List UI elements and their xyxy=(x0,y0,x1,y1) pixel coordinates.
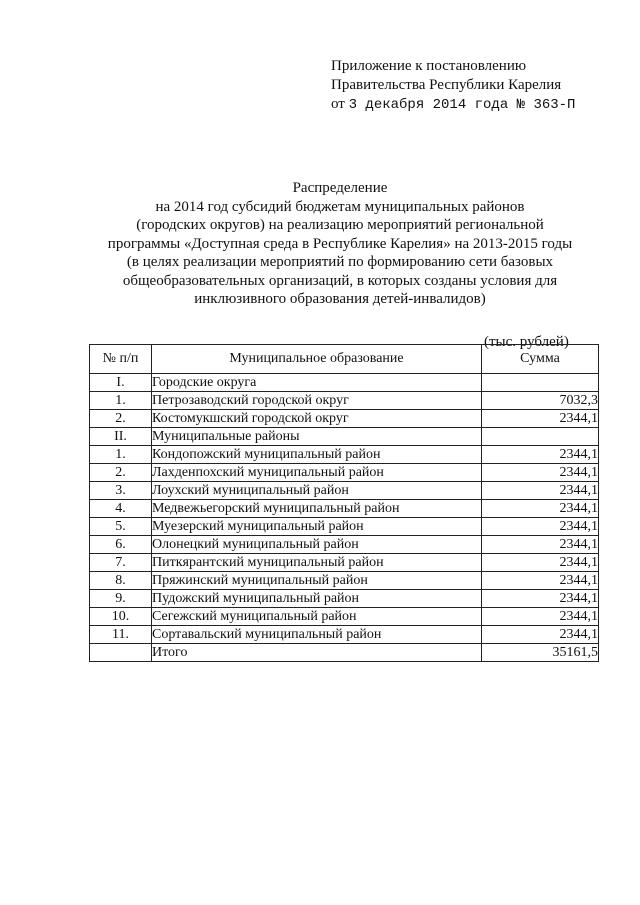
table-row xyxy=(90,410,599,428)
row-sum: 2344,1 xyxy=(482,446,599,464)
subsidy-table xyxy=(89,344,599,662)
row-number: 6. xyxy=(90,536,152,554)
row-municipality: Медвежьегорский муниципальный район xyxy=(152,500,482,518)
row-municipality: Сортавальский муниципальный район xyxy=(152,626,482,644)
row-sum: 2344,1 xyxy=(482,536,599,554)
total-label: Итого xyxy=(152,644,482,662)
row-number: 11. xyxy=(90,626,152,644)
header-date-number: 3 декабря 2014 года № 363-П xyxy=(348,97,576,113)
row-sum: 2344,1 xyxy=(482,590,599,608)
row-municipality: Городские округа xyxy=(152,374,482,392)
row-municipality: Олонецкий муниципальный район xyxy=(152,536,482,554)
table-row xyxy=(90,554,599,572)
column-header-sum: Сумма xyxy=(482,345,599,374)
approval-header xyxy=(331,57,575,115)
row-sum: 2344,1 xyxy=(482,464,599,482)
row-number: II. xyxy=(90,428,152,446)
row-municipality: Кондопожский муниципальный район xyxy=(152,446,482,464)
header-line-2: Правительства Республики Карелия xyxy=(331,77,562,93)
row-number: 10. xyxy=(90,608,152,626)
title-line: общеобразовательных организаций, в которых созданы условия для xyxy=(122,272,558,289)
column-header-municipality: Муниципальное образование xyxy=(152,345,482,374)
table-row xyxy=(90,626,599,644)
row-number: 7. xyxy=(90,554,152,572)
table-row xyxy=(90,374,599,392)
row-number: 3. xyxy=(90,482,152,500)
table-row xyxy=(90,482,599,500)
header-line-3 xyxy=(331,95,575,115)
row-number xyxy=(90,644,152,662)
table-row xyxy=(90,428,599,446)
header-line-1: Приложение к постановлению xyxy=(331,58,527,74)
row-sum: 2344,1 xyxy=(482,482,599,500)
column-header-number: № п/п xyxy=(90,345,152,374)
row-sum: 2344,1 xyxy=(482,608,599,626)
row-sum: 7032,3 xyxy=(482,392,599,410)
row-municipality: Костомукшский городской округ xyxy=(152,410,482,428)
table-row xyxy=(90,608,599,626)
title-line: на 2014 год субсидий бюджетам муниципальных районов xyxy=(155,198,525,215)
row-municipality: Муезерский муниципальный район xyxy=(152,518,482,536)
title-heading: Распределение xyxy=(292,180,388,196)
table-total-row xyxy=(90,644,599,662)
total-sum: 35161,5 xyxy=(482,644,599,662)
row-sum: 2344,1 xyxy=(482,518,599,536)
row-sum: 2344,1 xyxy=(482,500,599,518)
table-row xyxy=(90,446,599,464)
unit-label: (тыс. рублей) xyxy=(484,334,569,350)
table-row xyxy=(90,536,599,554)
row-municipality: Пряжинский муниципальный район xyxy=(152,572,482,590)
document-title xyxy=(60,179,620,309)
row-number: 2. xyxy=(90,410,152,428)
row-municipality: Петрозаводский городской округ xyxy=(152,392,482,410)
title-line: (городских округов) на реализацию мероприятий региональной xyxy=(136,217,544,233)
row-number: 1. xyxy=(90,446,152,464)
row-number: 1. xyxy=(90,392,152,410)
row-municipality: Муниципальные районы xyxy=(152,428,482,446)
table-row xyxy=(90,518,599,536)
table-header-row xyxy=(90,345,599,374)
row-number: 5. xyxy=(90,518,152,536)
title-line: программы «Доступная среда в Республике Карелия» на 2013-2015 годы xyxy=(107,235,573,252)
title-line: инклюзивного образования детей-инвалидов) xyxy=(194,291,486,307)
table-row xyxy=(90,464,599,482)
table-row xyxy=(90,392,599,410)
row-number: 2. xyxy=(90,464,152,482)
table-row xyxy=(90,500,599,518)
row-sum xyxy=(482,374,599,392)
row-number: 4. xyxy=(90,500,152,518)
row-sum: 2344,1 xyxy=(482,572,599,590)
row-number: 8. xyxy=(90,572,152,590)
row-municipality: Лахденпохский муниципальный район xyxy=(152,464,482,482)
row-sum: 2344,1 xyxy=(482,554,599,572)
row-municipality: Сегежский муниципальный район xyxy=(152,608,482,626)
title-line: (в целях реализации мероприятий по формированию сети базовых xyxy=(126,254,554,270)
row-sum: 2344,1 xyxy=(482,626,599,644)
row-sum xyxy=(482,428,599,446)
row-municipality: Лоухский муниципальный район xyxy=(152,482,482,500)
header-date-prefix: от xyxy=(331,96,349,112)
row-municipality: Пудожский муниципальный район xyxy=(152,590,482,608)
row-number: I. xyxy=(90,374,152,392)
row-municipality: Питкярантский муниципальный район xyxy=(152,554,482,572)
table-row xyxy=(90,572,599,590)
table-row xyxy=(90,590,599,608)
row-number: 9. xyxy=(90,590,152,608)
row-sum: 2344,1 xyxy=(482,410,599,428)
